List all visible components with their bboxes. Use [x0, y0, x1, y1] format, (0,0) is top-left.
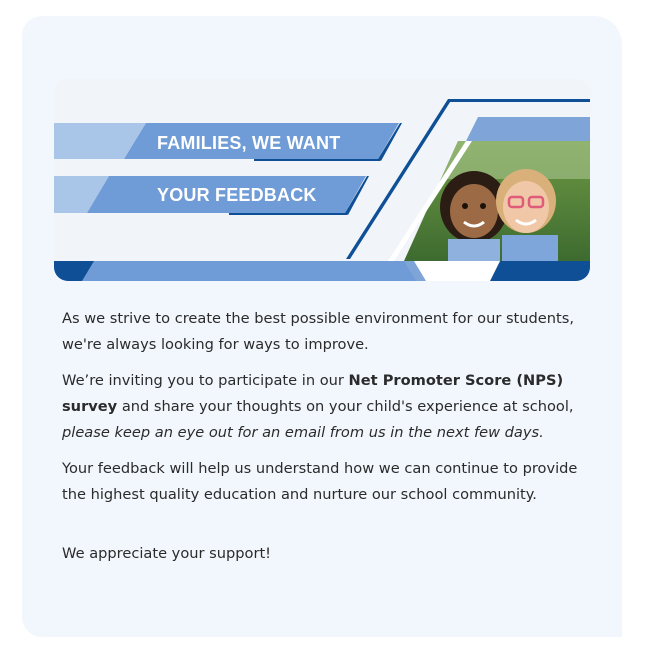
- email-body: [62, 306, 602, 577]
- survey-text-mid: and share your thoughts on your child's experience at school,: [117, 398, 574, 415]
- survey-paragraph: [62, 368, 602, 446]
- children-photo: [394, 139, 590, 269]
- survey-text-start: We’re inviting you to participate in our: [62, 372, 349, 389]
- intro-paragraph: As we strive to create the best possible environment for our students, we're always looking for ways to improve.: [62, 310, 574, 353]
- banner-graphic: [54, 79, 590, 281]
- banner-headline-line2: YOUR FEEDBACK: [157, 185, 317, 205]
- feedback-banner: [54, 79, 590, 281]
- closing-line: We appreciate your support!: [62, 545, 272, 562]
- banner-headline-line1: FAMILIES, WE WANT: [157, 133, 341, 153]
- survey-email-note: please keep an eye out for an email from us in the next few days.: [62, 424, 544, 441]
- email-card: [22, 16, 622, 637]
- survey-name: Net Promoter Score (NPS) survey: [62, 372, 564, 415]
- feedback-paragraph: Your feedback will help us understand how we can continue to provide the highest quality education and nurture our school community.: [62, 460, 578, 503]
